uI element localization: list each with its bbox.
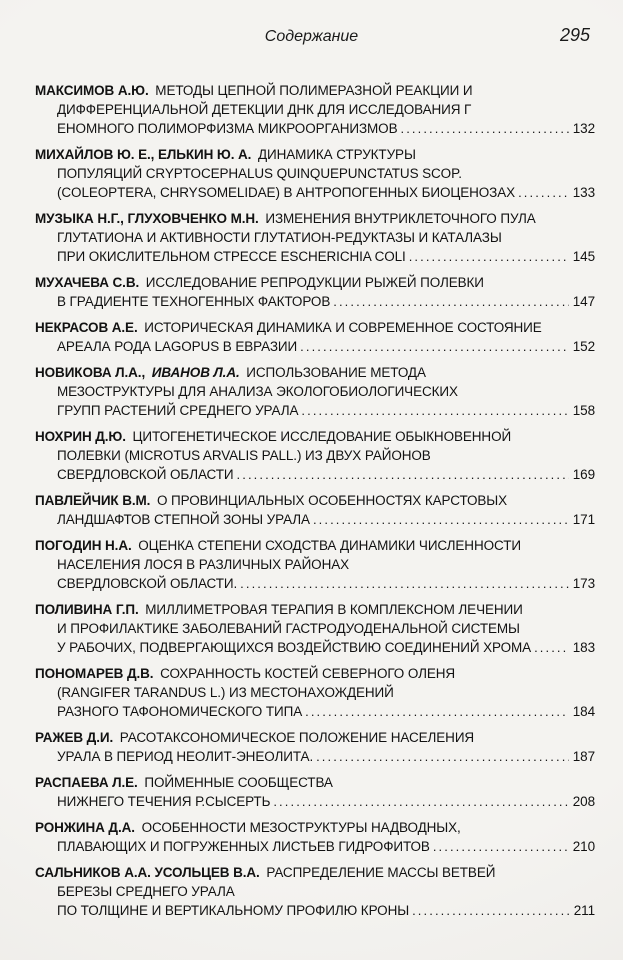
entry-title-text: НАСЕЛЕНИЯ ЛОСЯ В РАЗЛИЧНЫХ РАЙОНАХ <box>57 557 350 572</box>
entry-first-line <box>35 773 595 792</box>
entry-title-text: И ПРОФИЛАКТИКЕ ЗАБОЛЕВАНИЙ ГАСТРОДУОДЕНАЛЬНОЙ СИСТЕМЫ <box>57 621 520 636</box>
author-name: НОХРИН Д.Ю. <box>35 429 126 444</box>
entry-line <box>35 619 595 638</box>
author-name: ИВАНОВ Л.А. <box>151 365 240 380</box>
author-name: НОВИКОВА Л.А., <box>35 365 146 380</box>
entry-page-number: 169 <box>572 467 595 482</box>
entry-line <box>35 382 595 401</box>
entry-title-text: ПО ТОЛЩИНЕ И ВЕРТИКАЛЬНОМУ ПРОФИЛЮ КРОНЫ <box>57 903 410 918</box>
author-name: САЛЬНИКОВ А.А. УСОЛЬЦЕВ В.А. <box>35 865 260 880</box>
entry-line <box>35 292 595 311</box>
toc-entry <box>35 318 595 356</box>
entry-page-number: 158 <box>572 403 595 418</box>
entry-line <box>35 228 595 247</box>
dot-leader <box>518 183 569 202</box>
author-name: ПАВЛЕЙЧИК В.М. <box>35 493 151 508</box>
entry-page-number: 152 <box>572 339 595 354</box>
dot-leader <box>333 292 569 311</box>
entry-title-text: У РАБОЧИХ, ПОДВЕРГАЮЩИХСЯ ВОЗДЕЙСТВИЮ СОЕДИНЕНИЙ ХРОМА <box>57 640 532 655</box>
entry-first-line <box>35 536 595 555</box>
entry-page-number: 211 <box>573 903 595 918</box>
entry-page-number: 183 <box>572 640 595 655</box>
toc-entry <box>35 209 595 266</box>
dot-leader <box>273 792 568 811</box>
entry-first-line <box>35 863 595 882</box>
entry-line <box>35 446 595 465</box>
entry-title-text: СВЕРДЛОВСКОЙ ОБЛАСТИ. <box>57 576 238 591</box>
entry-title-text: УРАЛА В ПЕРИОД НЕОЛИТ-ЭНЕОЛИТА. <box>57 749 314 764</box>
header-page-number: 295 <box>559 25 590 45</box>
entry-line <box>35 882 595 901</box>
author-name: РАСПАЕВА Л.Е. <box>35 775 138 790</box>
dot-leader <box>237 465 569 484</box>
entry-line <box>35 164 595 183</box>
entry-first-line <box>35 600 595 619</box>
entry-title-text: (COLEOPTERA, CHRYSOMELIDAE) В АНТРОПОГЕННЫХ БИОЦЕНОЗАХ <box>57 185 516 200</box>
dot-leader <box>316 747 569 766</box>
author-name: ПОГОДИН Н.А. <box>35 538 132 553</box>
entry-title-text: ОСОБЕННОСТИ МЕЗОСТРУКТУРЫ НАДВОДНЫХ, <box>141 820 461 835</box>
entry-title-text: (RANGIFER TARANDUS L.) ИЗ МЕСТОНАХОЖДЕНИЙ <box>57 685 394 700</box>
entry-line <box>35 837 595 856</box>
entry-title-text: РАЗНОГО ТАФОНОМИЧЕСКОГО ТИПА <box>57 704 303 719</box>
entry-title-text: ПЛАВАЮЩИХ И ПОГРУЖЕННЫХ ЛИСТЬЕВ ГИДРОФИТОВ <box>57 839 430 854</box>
entry-title-text: ИЗМЕНЕНИЯ ВНУТРИКЛЕТОЧНОГО ПУЛА <box>265 211 536 226</box>
entry-line <box>35 100 595 119</box>
entry-title-text: ГРУПП РАСТЕНИЙ СРЕДНЕГО УРАЛА <box>57 403 299 418</box>
entry-title-text: ЕНОМНОГО ПОЛИМОРФИЗМА МИКРООРГАНИЗМОВ <box>57 121 398 136</box>
entry-first-line <box>35 728 595 747</box>
dot-leader <box>412 901 570 920</box>
entry-line <box>35 901 595 920</box>
author-name: МУЗЫКА Н.Г., ГЛУХОВЧЕНКО М.Н. <box>35 211 259 226</box>
author-name: ПОНОМАРЕВ Д.В. <box>35 666 154 681</box>
author-name: МИХАЙЛОВ Ю. Е., ЕЛЬКИН Ю. А. <box>35 147 252 162</box>
entry-page-number: 210 <box>572 839 595 854</box>
entry-page-number: 132 <box>572 121 595 136</box>
toc-entry <box>35 363 595 420</box>
entry-title-text: МИЛЛИМЕТРОВАЯ ТЕРАПИЯ В КОМПЛЕКСНОМ ЛЕЧЕНИИ <box>145 602 523 617</box>
toc-list <box>35 81 595 927</box>
toc-entry <box>35 427 595 484</box>
entry-line <box>35 510 595 529</box>
dot-leader <box>433 837 569 856</box>
author-name: ПОЛИВИНА Г.П. <box>35 602 139 617</box>
entry-title-text: О ПРОВИНЦИАЛЬНЫХ ОСОБЕННОСТЯХ КАРСТОВЫХ <box>156 493 508 508</box>
entry-line <box>35 119 595 138</box>
entry-title-text: ЦИТОГЕНЕТИЧЕСКОЕ ИССЛЕДОВАНИЕ ОБЫКНОВЕННОЙ <box>132 429 512 444</box>
entry-line <box>35 702 595 721</box>
entry-title-text: ИССЛЕДОВАНИЕ РЕПРОДУКЦИИ РЫЖЕЙ ПОЛЕВКИ <box>145 275 484 290</box>
toc-entry <box>35 81 595 138</box>
entry-page-number: 147 <box>572 294 595 309</box>
entry-title-text: ПОПУЛЯЦИЙ CRYPTOCEPHALUS QUINQUEPUNCTATUS SCOP. <box>57 166 462 181</box>
entry-title-text: ЛАНДШАФТОВ СТЕПНОЙ ЗОНЫ УРАЛА <box>57 512 310 527</box>
toc-entry <box>35 863 595 920</box>
entry-page-number: 171 <box>572 512 595 527</box>
dot-leader <box>305 702 569 721</box>
dot-leader <box>313 510 569 529</box>
entry-page-number: 173 <box>572 576 595 591</box>
entry-title-text: БЕРЕЗЫ СРЕДНЕГО УРАЛА <box>57 884 235 899</box>
entry-first-line <box>35 491 595 510</box>
entry-first-line <box>35 427 595 446</box>
entry-first-line <box>35 81 595 100</box>
entry-line <box>35 465 595 484</box>
toc-entry <box>35 273 595 311</box>
entry-title-text: НИЖНЕГО ТЕЧЕНИЯ Р.СЫСЕРТЬ <box>57 794 271 809</box>
dot-leader <box>401 119 569 138</box>
toc-entry <box>35 773 595 811</box>
entry-title-text: ГЛУТАТИОНА И АКТИВНОСТИ ГЛУТАТИОН-РЕДУКТАЗЫ И КАТАЛАЗЫ <box>57 230 502 245</box>
entry-title-text: ИСПОЛЬЗОВАНИЕ МЕТОДА <box>246 365 426 380</box>
entry-line <box>35 247 595 266</box>
author-name: МУХАЧЕВА С.В. <box>35 275 140 290</box>
entry-page-number: 133 <box>572 185 595 200</box>
entry-line <box>35 574 595 593</box>
entry-first-line <box>35 818 595 837</box>
entry-page-number: 184 <box>572 704 595 719</box>
dot-leader <box>534 638 569 657</box>
toc-entry <box>35 536 595 593</box>
entry-first-line <box>35 145 595 164</box>
entry-page-number: 187 <box>572 749 595 764</box>
entry-line <box>35 638 595 657</box>
toc-entry <box>35 728 595 766</box>
entry-title-text: ИСТОРИЧЕСКАЯ ДИНАМИКА И СОВРЕМЕННОЕ СОСТОЯНИЕ <box>144 320 542 335</box>
entry-first-line <box>35 209 595 228</box>
entry-title-text: СВЕРДЛОВСКОЙ ОБЛАСТИ <box>57 467 234 482</box>
entry-line <box>35 792 595 811</box>
author-name: РОНЖИНА Д.А. <box>35 820 135 835</box>
entry-line <box>35 401 595 420</box>
entry-title-text: ПОЛЕВКИ (MICROTUS ARVALIS PALL.) ИЗ ДВУХ РАЙОНОВ <box>57 448 431 463</box>
entry-title-text: ДИФФЕРЕНЦИАЛЬНОЙ ДЕТЕКЦИИ ДНК ДЛЯ ИССЛЕДОВАНИЯ Г <box>57 102 472 117</box>
entry-page-number: 208 <box>572 794 595 809</box>
entry-line <box>35 747 595 766</box>
entry-first-line <box>35 664 595 683</box>
toc-entry <box>35 600 595 657</box>
entry-title-text: МЕЗОСТРУКТУРЫ ДЛЯ АНАЛИЗА ЭКОЛОГОБИОЛОГИЧЕСКИХ <box>57 384 458 399</box>
toc-entry <box>35 491 595 529</box>
dot-leader <box>301 401 568 420</box>
author-name: МАКСИМОВ А.Ю. <box>35 83 149 98</box>
toc-entry <box>35 818 595 856</box>
entry-title-text: МЕТОДЫ ЦЕПНОЙ ПОЛИМЕРАЗНОЙ РЕАКЦИИ И <box>155 83 473 98</box>
toc-entry <box>35 145 595 202</box>
entry-title-text: РАСОТАКСОНОМИЧЕСКОЕ ПОЛОЖЕНИЕ НАСЕЛЕНИЯ <box>119 730 475 745</box>
entry-title-text: ОЦЕНКА СТЕПЕНИ СХОДСТВА ДИНАМИКИ ЧИСЛЕННОСТИ <box>138 538 521 553</box>
entry-line <box>35 555 595 574</box>
entry-first-line <box>35 273 595 292</box>
entry-title-text: ПРИ ОКИСЛИТЕЛЬНОМ СТРЕССЕ ESCHERICHIA COLI <box>57 249 406 264</box>
dot-leader <box>409 247 569 266</box>
entry-line <box>35 683 595 702</box>
entry-title-text: СОХРАННОСТЬ КОСТЕЙ СЕВЕРНОГО ОЛЕНЯ <box>160 666 456 681</box>
dot-leader <box>240 574 569 593</box>
entry-first-line <box>35 363 595 382</box>
author-name: РАЖЕВ Д.И. <box>35 730 114 745</box>
entry-line <box>35 183 595 202</box>
header-title: Содержание <box>264 28 359 45</box>
dot-leader <box>300 337 569 356</box>
entry-title-text: ПОЙМЕННЫЕ СООБЩЕСТВА <box>144 775 333 790</box>
author-name: НЕКРАСОВ А.Е. <box>35 320 138 335</box>
entry-title-text: РАСПРЕДЕЛЕНИЕ МАССЫ ВЕТВЕЙ <box>266 865 496 880</box>
entry-page-number: 145 <box>572 249 595 264</box>
page-header <box>0 25 623 54</box>
entry-first-line <box>35 318 595 337</box>
toc-entry <box>35 664 595 721</box>
entry-line <box>35 337 595 356</box>
entry-title-text: АРЕАЛА РОДА LAGOPUS В ЕВРАЗИИ <box>57 339 298 354</box>
entry-title-text: ДИНАМИКА СТРУКТУРЫ <box>257 147 416 162</box>
entry-title-text: В ГРАДИЕНТЕ ТЕХНОГЕННЫХ ФАКТОРОВ <box>57 294 331 309</box>
